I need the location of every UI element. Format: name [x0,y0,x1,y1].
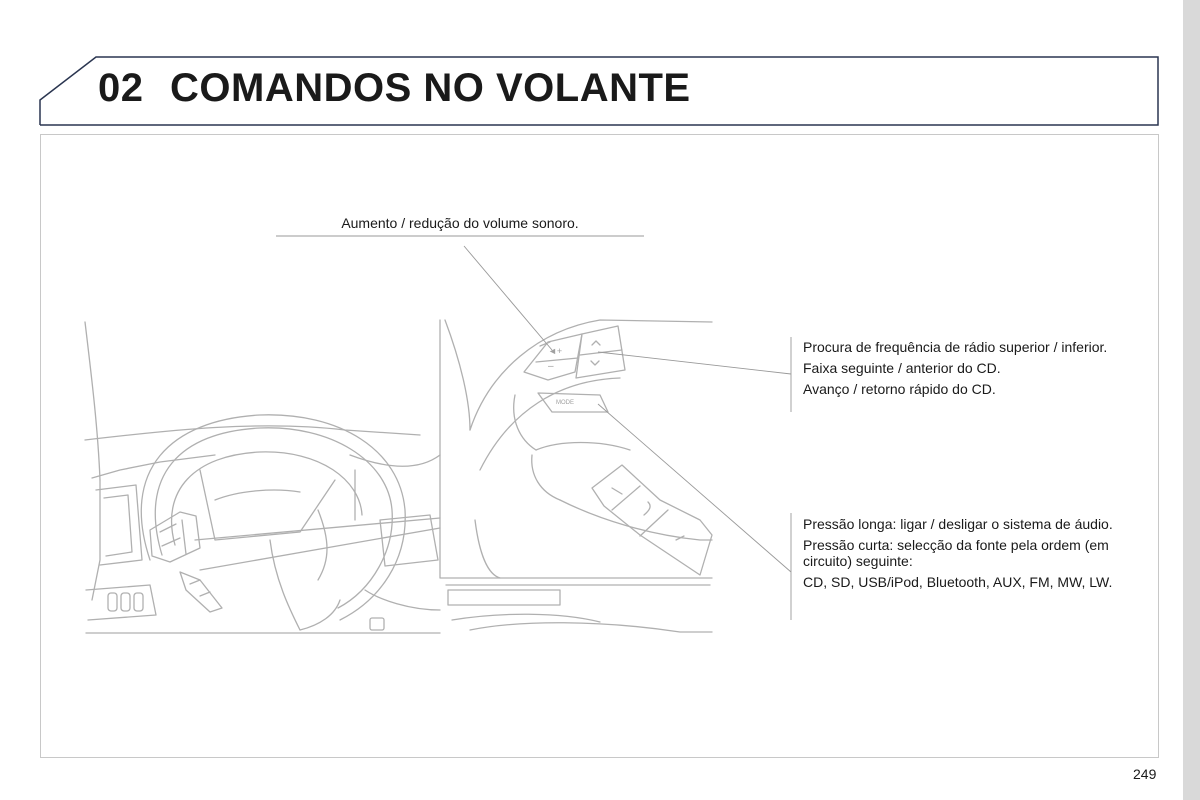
dashboard-outline [85,322,100,480]
seek-callout-track: Faixa seguinte / anterior do CD. [803,360,1001,376]
mode-callout-sources: CD, SD, USB/iPod, Bluetooth, AUX, FM, MW, LW. [803,574,1113,590]
mode-callout-short-press: Pressão curta: selecção da fonte pela ordem (em circuito) seguinte: [803,537,1109,569]
seek-callout-fast: Avanço / retorno rápido do CD. [803,381,996,397]
mode-leader-line [598,404,791,572]
volume-callout: Aumento / redução do volume sonoro. [341,215,579,231]
svg-text:MODE: MODE [556,400,574,406]
page-number: 249 [1133,766,1157,782]
svg-text:◄+: ◄+ [548,346,563,356]
seek-callout-radio: Procura de frequência de rádio superior / inferior. [803,339,1108,355]
seek-leader-line [598,352,791,374]
volume-leader-line [464,246,552,350]
chapter-number: 02 [98,66,144,110]
mode-callout-long-press: Pressão longa: ligar / desligar o sistema de áudio. [803,516,1113,532]
chapter-title: COMANDOS NO VOLANTE [170,66,691,110]
seek-callout [803,339,1123,402]
volume-buttons [524,334,582,380]
wheel-rim [141,415,405,620]
mode-callout [803,516,1133,595]
svg-text:–: – [548,361,554,372]
